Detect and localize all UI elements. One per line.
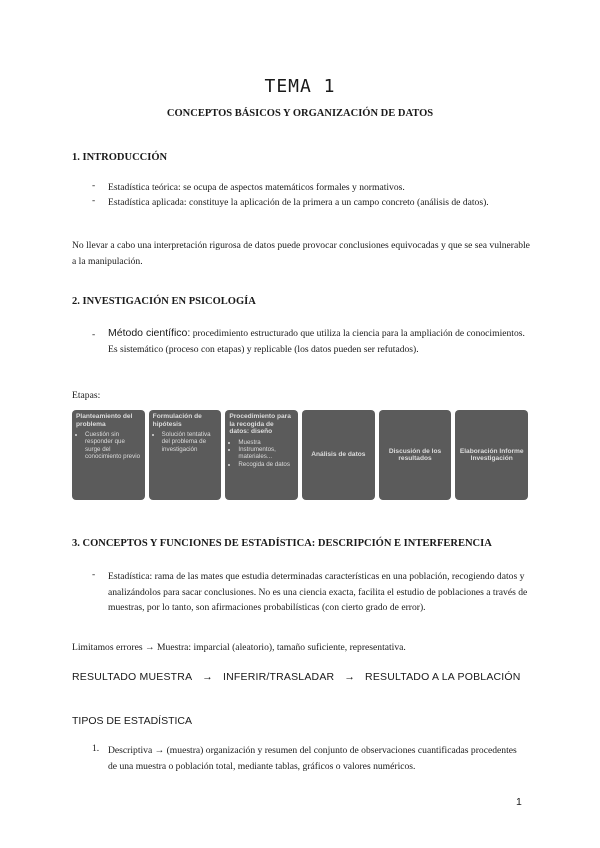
stage-title: Análisis de datos — [311, 451, 366, 459]
list-item: Estadística teórica: se ocupa de aspectos matemáticos formales y normativos. — [108, 182, 405, 193]
stage-title: Elaboración Informe Investigación — [459, 447, 524, 462]
arrow-right-icon: → — [202, 671, 213, 683]
etapas-label: Etapas: — [72, 390, 101, 401]
page-subtitle: CONCEPTOS BÁSICOS Y ORGANIZACIÓN DE DATOS — [166, 108, 434, 119]
stage-box — [72, 410, 145, 500]
flow-step: RESULTADO MUESTRA — [72, 671, 193, 683]
stage-item: • Recogida de datos — [238, 461, 294, 468]
list-item: Estadística aplicada: constituye la aplicación de la primera a un campo concreto (análisis de datos). — [108, 197, 489, 208]
section-heading-conceptos: 3. CONCEPTOS Y FUNCIONES DE ESTADÍSTICA: DESCRIPCIÓN E INTERFERENCIA — [72, 538, 492, 549]
page-title: TEMA 1 — [264, 76, 336, 97]
stages-diagram — [72, 410, 528, 500]
section-heading-investigacion: 2. INVESTIGACIÓN EN PSICOLOGÍA — [72, 296, 256, 307]
stage-item: • Muestra — [238, 439, 294, 446]
stage-item: • Solución tentativa del problema de investigación — [162, 431, 218, 453]
list-number: 1. — [92, 743, 100, 754]
stage-box — [455, 410, 528, 500]
tipos-heading: TIPOS DE ESTADÍSTICA — [72, 715, 192, 727]
bullet-dash: - — [92, 195, 96, 206]
list-item: Estadística: rama de las mates que estudia determinadas características en una población, recogiendo datos y analizándolos para sacar conclusiones. No es una ciencia exacta, facilita el estudio de poblaciones a través de muestras, por lo tanto, son afirmaciones probabilísticas (con cierto grado de error). — [108, 571, 528, 613]
stage-item: • Instrumentos, materiales... — [238, 446, 294, 461]
method-term: Método científico: — [108, 327, 191, 339]
bullet-dash: - — [92, 329, 96, 340]
arrow-right-icon: → — [344, 671, 356, 683]
stage-box — [379, 410, 452, 500]
section-heading-introduccion: 1. INTRODUCCIÓN — [72, 152, 168, 163]
paragraph: No llevar a cabo una interpretación rigurosa de datos puede provocar conclusiones equivocadas y que se sea vulnerable a la manipulación. — [72, 240, 530, 267]
stage-title: Procedimiento para la recogida de datos: diseño — [229, 413, 291, 435]
flow-step: INFERIR/TRASLADAR — [222, 671, 335, 683]
stage-title: Planteamiento del problema — [76, 413, 133, 428]
bullet-dash: - — [92, 569, 96, 580]
stage-title: Formulación de hipótesis — [152, 413, 202, 428]
stage-title: Discusión de los resultados — [388, 447, 442, 462]
bullet-dash: - — [92, 180, 96, 191]
page-number: 1 — [516, 796, 522, 808]
method-definition: procedimiento estructurado que utiliza la ciencia para la ampliación de conocimientos. Es sistemático (proceso con etapas) y replicable (los datos pueden ser refutados). — [108, 328, 525, 355]
stage-box — [149, 410, 222, 500]
list-item — [108, 326, 528, 357]
limit-line: Limitamos errores → Muestra: imparcial (aleatorio), tamaño suficiente, representativa. — [72, 642, 406, 653]
stage-box — [302, 410, 375, 500]
flow-line — [72, 671, 521, 683]
flow-step: RESULTADO A LA POBLACIÓN — [365, 671, 521, 683]
stage-item: • Cuestión sin responder que surge del conocimiento previo — [85, 431, 141, 461]
list-item: Descriptiva → (muestra) organización y resumen del conjunto de observaciones cuantificadas procedentes de una muestra o población total, mediante tablas, gráficos o valores numéricos. — [108, 745, 517, 772]
stage-box — [225, 410, 298, 500]
